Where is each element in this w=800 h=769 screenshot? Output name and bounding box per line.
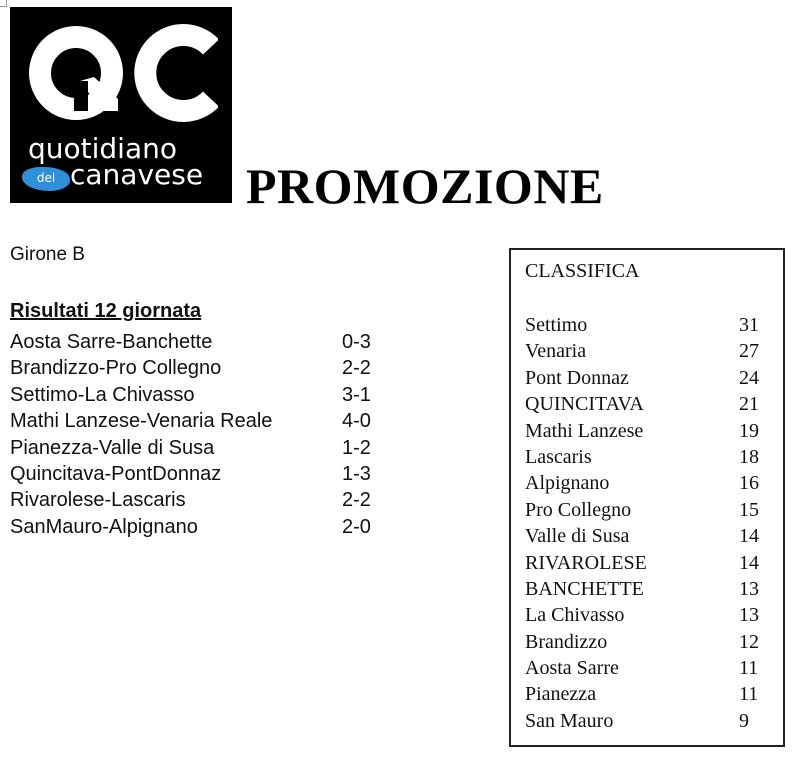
results-list — [10, 329, 390, 540]
standing-row — [525, 470, 765, 496]
result-row — [10, 487, 390, 513]
quotidiano-canavese-logo — [10, 7, 232, 203]
standings-box — [509, 248, 785, 747]
team-name: Alpignano — [525, 472, 610, 495]
standing-row — [525, 444, 765, 470]
match-score: 1-2 — [342, 436, 371, 459]
team-points: 12 — [739, 630, 759, 653]
match-score: 3-1 — [342, 383, 371, 406]
result-row — [10, 514, 390, 540]
standing-row — [525, 391, 765, 417]
match-score: 2-0 — [342, 515, 371, 538]
match-score: 0-3 — [342, 331, 371, 353]
team-name: BANCHETTE — [525, 577, 644, 600]
result-row — [10, 408, 390, 434]
standing-row — [525, 365, 765, 391]
match-name: Pianezza-Valle di Susa — [10, 436, 215, 459]
match-name: Brandizzo-Pro Collegno — [10, 357, 222, 380]
team-name: RIVAROLESE — [525, 551, 647, 574]
team-points: 9 — [739, 709, 749, 732]
standings-heading: CLASSIFICA — [525, 260, 640, 282]
standing-row — [525, 523, 765, 549]
team-points: 31 — [739, 314, 759, 336]
logo-del-badge: del — [22, 167, 70, 191]
results-heading: Risultati 12 giornata — [10, 300, 202, 322]
team-points: 27 — [739, 340, 759, 363]
page-title: PROMOZIONE — [246, 158, 604, 214]
team-name: Valle di Susa — [525, 525, 630, 548]
team-name: Aosta Sarre — [525, 657, 619, 680]
result-row — [10, 435, 390, 461]
team-name: Settimo — [525, 314, 588, 336]
match-name: Mathi Lanzese-Venaria Reale — [10, 410, 273, 433]
standing-row — [525, 338, 765, 364]
match-name: SanMauro-Alpignano — [10, 515, 198, 538]
standing-row — [525, 681, 765, 707]
logo-text-canavese: canavese — [70, 158, 204, 191]
result-row — [10, 329, 390, 355]
standings-list — [525, 312, 765, 734]
team-name: Pro Collegno — [525, 498, 632, 521]
team-points: 19 — [739, 419, 759, 442]
team-name: QUINCITAVA — [525, 393, 644, 416]
group-label: Girone B — [10, 244, 85, 265]
result-row — [10, 461, 390, 487]
standing-row — [525, 312, 765, 338]
team-points: 14 — [739, 551, 759, 574]
standing-row — [525, 602, 765, 628]
team-name: Pianezza — [525, 683, 597, 706]
team-name: Lascaris — [525, 445, 592, 468]
match-score: 2-2 — [342, 489, 371, 512]
match-name: Aosta Sarre-Banchette — [10, 331, 213, 353]
result-row — [10, 355, 390, 381]
corner-mark — [0, 0, 7, 7]
team-name: San Mauro — [525, 709, 614, 732]
standing-row — [525, 708, 765, 734]
match-score: 1-3 — [342, 462, 371, 485]
team-name: Venaria — [525, 340, 587, 363]
match-name: Quincitava-PontDonnaz — [10, 462, 222, 485]
standing-row — [525, 655, 765, 681]
match-name: Settimo-La Chivasso — [10, 383, 195, 406]
match-name: Rivarolese-Lascaris — [10, 489, 186, 512]
standing-row — [525, 418, 765, 444]
team-points: 15 — [739, 498, 759, 521]
standing-row — [525, 629, 765, 655]
team-name: Mathi Lanzese — [525, 419, 644, 442]
team-name: Brandizzo — [525, 630, 608, 653]
team-name: La Chivasso — [525, 604, 625, 627]
qc-logo-icon — [28, 7, 218, 137]
team-points: 21 — [739, 393, 759, 416]
team-points: 24 — [739, 366, 759, 389]
standing-row — [525, 550, 765, 576]
team-name: Pont Donnaz — [525, 366, 629, 389]
team-points: 11 — [739, 683, 759, 706]
standing-row — [525, 576, 765, 602]
result-row — [10, 382, 390, 408]
logo-text-quotidiano: quotidiano — [28, 132, 177, 165]
team-points: 11 — [739, 657, 759, 680]
team-points: 13 — [739, 604, 759, 627]
team-points: 18 — [739, 445, 759, 468]
team-points: 14 — [739, 525, 759, 548]
match-score: 2-2 — [342, 357, 371, 380]
standing-row — [525, 497, 765, 523]
team-points: 13 — [739, 577, 759, 600]
match-score: 4-0 — [342, 410, 371, 433]
team-points: 16 — [739, 472, 759, 495]
